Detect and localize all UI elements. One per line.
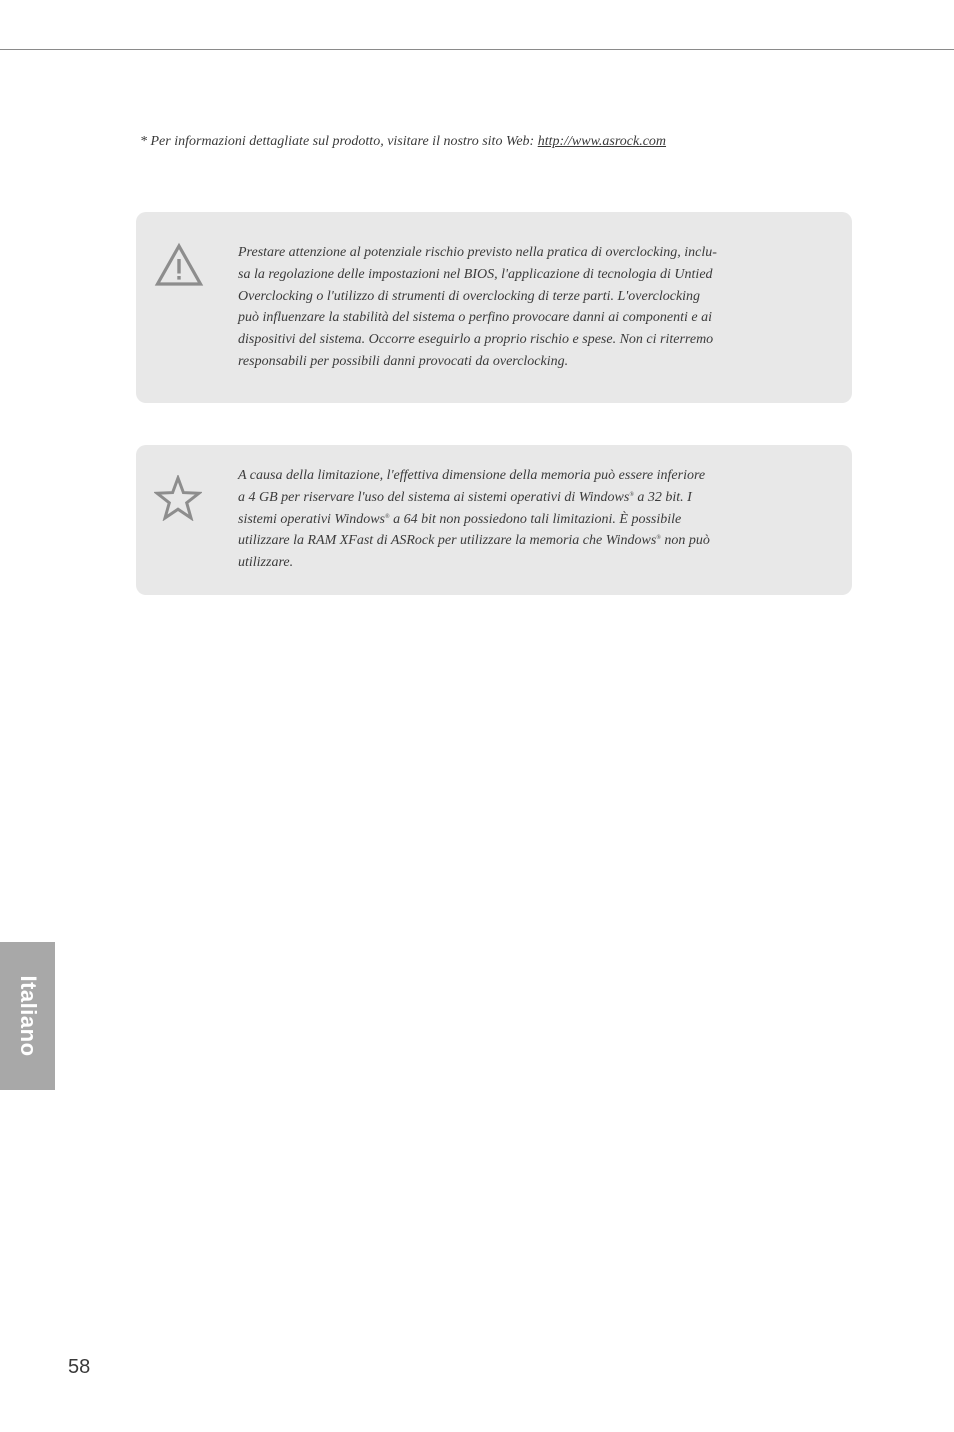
warning-triangle-icon bbox=[154, 242, 204, 293]
warning-line: responsabili per possibili danni provocati da overclocking. bbox=[238, 353, 569, 369]
warning-text bbox=[238, 242, 786, 373]
warning-line: Prestare attenzione al potenziale rischio previsto nella pratica di overclocking, inclu- bbox=[238, 245, 717, 260]
registered-mark: ® bbox=[656, 535, 661, 542]
overclocking-warning-box bbox=[136, 212, 852, 403]
memory-note-line: utilizzare la RAM XFast di ASRock per utilizzare la memoria che Windows® non può bbox=[238, 533, 710, 549]
warning-line: dispositivi del sistema. Occorre eseguirlo a proprio rischio e spese. Non ci riterremo bbox=[238, 332, 714, 348]
memory-note-line: a 4 GB per riservare l'uso del sistema ai sistemi operativi di Windows® a 32 bit. I bbox=[238, 489, 692, 505]
warning-line: sa la regolazione delle impostazioni nel BIOS, l'applicazione di tecnologia di Untied bbox=[238, 266, 713, 282]
page-number: 58 bbox=[68, 1356, 91, 1378]
warning-line: Overclocking o l'utilizzo di strumenti di overclocking di terze parti. L'overclocking bbox=[238, 288, 701, 304]
warning-line: può influenzare la stabilità del sistema o perfino provocare danni ai componenti e ai bbox=[238, 310, 713, 326]
memory-note-line: sistemi operativi Windows® a 64 bit non possiedono tali limitazioni. È possibile bbox=[238, 511, 682, 527]
memory-note-text bbox=[238, 465, 786, 574]
website-link[interactable]: http://www.asrock.com bbox=[537, 134, 667, 149]
star-outline-icon bbox=[154, 475, 202, 526]
language-tab-label: Italiano bbox=[15, 975, 41, 1057]
website-footnote bbox=[140, 134, 860, 150]
registered-mark: ® bbox=[385, 513, 390, 520]
language-side-tab bbox=[0, 942, 55, 1090]
registered-mark: ® bbox=[629, 491, 634, 498]
memory-note-line: A causa della limitazione, l'effettiva dimensione della memoria può essere inferiore bbox=[238, 468, 706, 483]
footnote-text: * Per informazioni dettagliate sul prodotto, visitare il nostro sito Web: bbox=[140, 134, 538, 149]
top-divider bbox=[0, 49, 954, 50]
memory-limitation-note-box bbox=[136, 445, 852, 595]
memory-note-line: utilizzare. bbox=[238, 555, 294, 571]
